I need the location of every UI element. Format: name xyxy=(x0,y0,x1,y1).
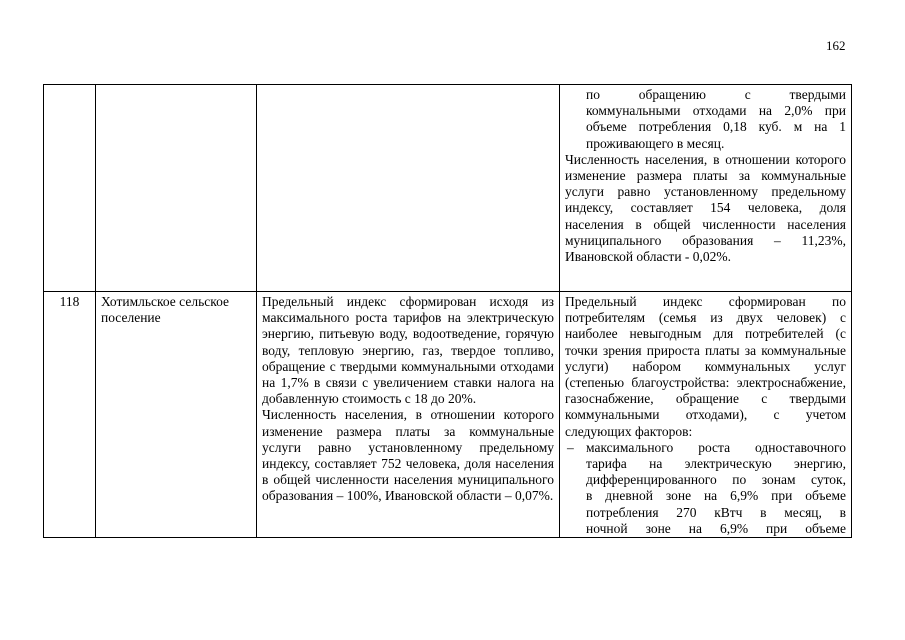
page-number: 162 xyxy=(826,38,846,53)
consumer-paragraph: Предельный индекс сформирован по потребителям (семья из двух человек) с наиболее невыгодным для потребителей (с точки зрения прироста платы за коммунальные услуги) набором коммунальных услуг (степенью благоустройства: электроснабжение, газоснабжение, обращение с твердыми коммунальными отходами), с учетом следующих факторов: xyxy=(565,294,846,439)
text-line: коммунальными отходами на 2,0% при xyxy=(586,103,846,119)
text-line: потребления 270 кВтч в месяц, в xyxy=(586,504,846,520)
index-paragraph: Предельный индекс сформирован исходя из максимального роста тарифов на электрическую энергию, питьевую воду, водоотведение, горячую воду, тепловую энергию, газ, твердое топливо, обращение с твердыми коммунальными отходами на 1,7% в связи с увеличением ставки налога на добавленную стоимость с 18 до 20%. xyxy=(262,294,554,407)
settlement-name-cell: Хотимльское сельское поселение xyxy=(96,292,257,538)
text-line: дифференцированного по зонам суток, xyxy=(586,472,846,488)
index-description-cell xyxy=(257,85,560,292)
text-line: проживающего в месяц. xyxy=(586,135,725,151)
row-number-cell: 118 xyxy=(44,292,96,538)
consumer-description-cell xyxy=(560,292,852,538)
text-line: объеме потребления 0,18 куб. м на 1 xyxy=(586,119,846,135)
text-line: в дневной зоне на 6,9% при объеме xyxy=(586,488,846,504)
text-line: ночной зоне на 6,9% при объеме xyxy=(586,520,846,536)
population-paragraph: Численность населения, в отношении которого изменение размера платы за коммунальные услуги равно установленному предельному индексу, составляет 752 человека, доля населения в общей численности населения муниципального образования – 100%, Ивановской области – 0,07%. xyxy=(262,407,554,504)
text-line: по обращению с твердыми xyxy=(586,87,846,102)
index-description-cell xyxy=(257,292,560,538)
text-line: максимального роста одноставочного xyxy=(586,439,846,455)
text-line: тарифа на электрическую энергию, xyxy=(586,456,846,472)
tariff-table xyxy=(43,84,852,538)
table-row xyxy=(44,292,852,538)
bullet-dash: – xyxy=(567,439,574,455)
row-number-cell xyxy=(44,85,96,292)
consumer-description-cell xyxy=(560,85,852,292)
population-paragraph: Численность населения, в отношении которого изменение размера платы за коммунальные услуги равно установленному предельному индексу, составляет 154 человека, доля населения в общей численности населения муниципального образования – 11,23%, Ивановской области - 0,02%. xyxy=(565,151,846,265)
bullet-item xyxy=(565,440,846,537)
continued-text xyxy=(565,87,846,152)
settlement-name-cell xyxy=(96,85,257,292)
table-row xyxy=(44,85,852,292)
